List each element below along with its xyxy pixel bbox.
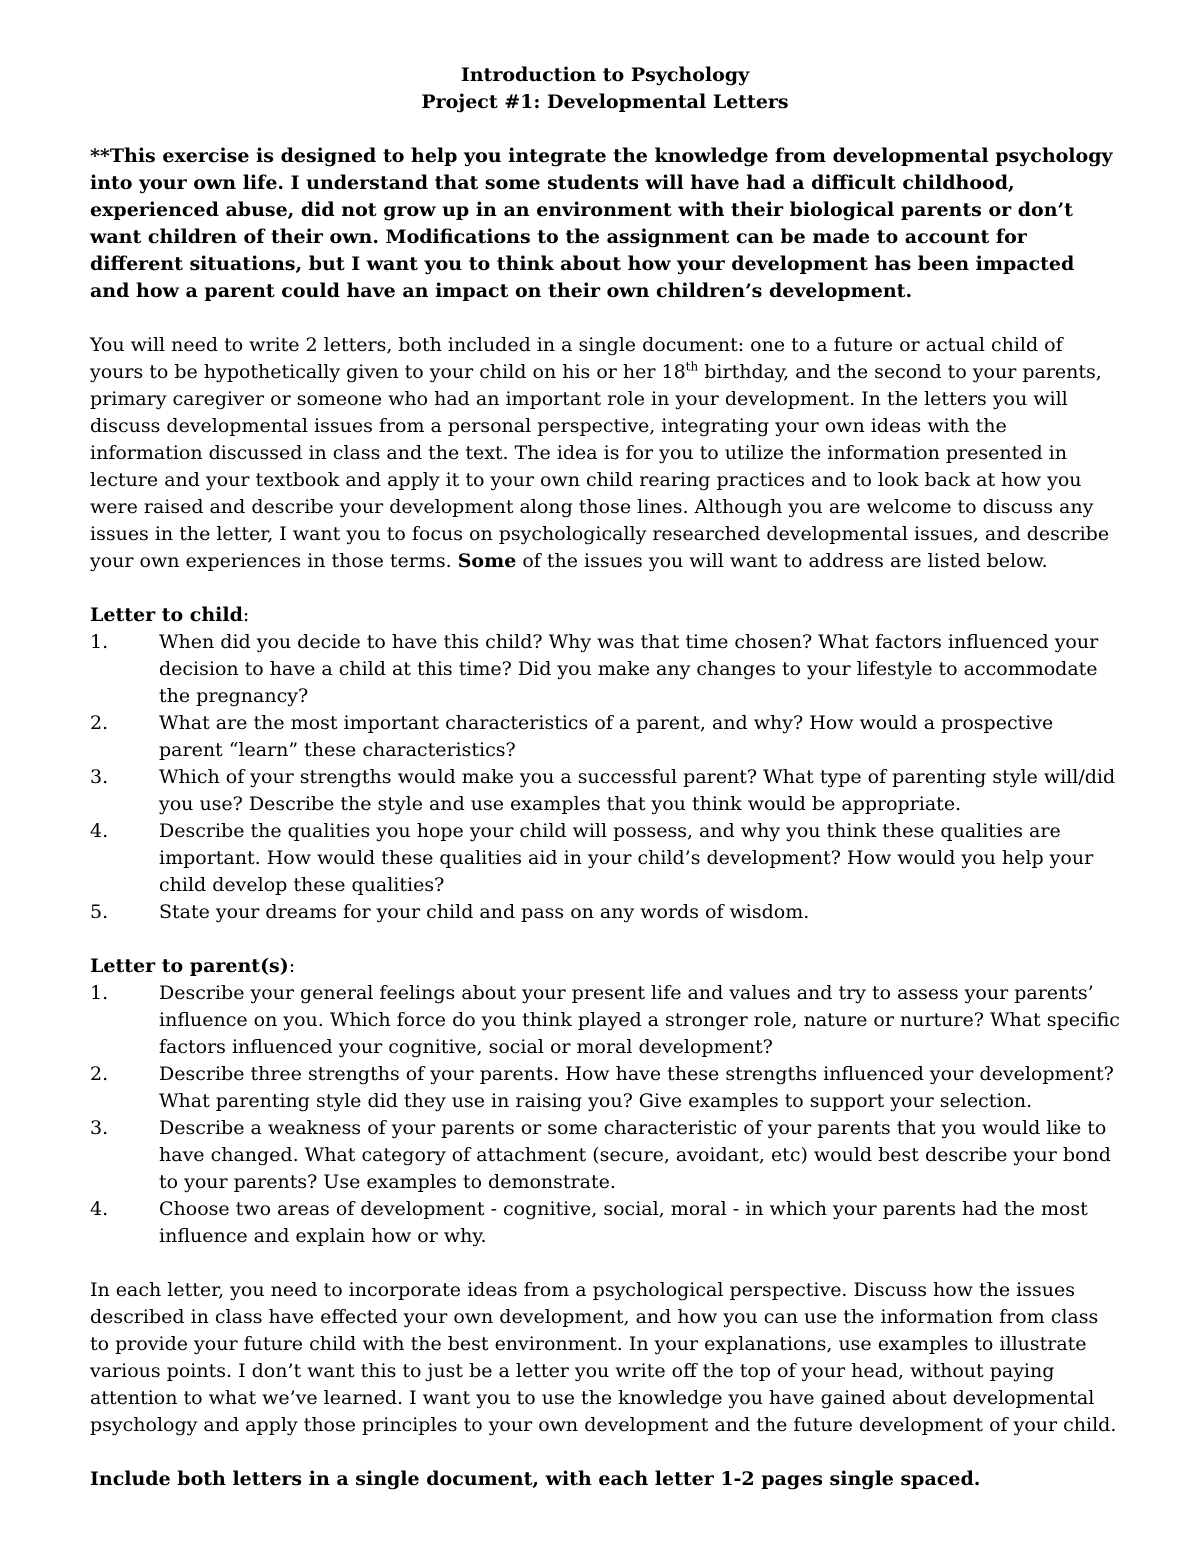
list-item-number: 4. bbox=[90, 820, 109, 842]
closing-instruction: Include both letters in a single document, with each letter 1-2 pages single spaced. bbox=[90, 1468, 981, 1490]
list-item-number: 2. bbox=[90, 712, 109, 734]
letter-parents-heading-text: Letter to parent(s) bbox=[90, 955, 289, 977]
list-item bbox=[90, 629, 1120, 710]
list-item-text: When did you decide to have this child? Why was that time chosen? What factors influenced your decision to have a child at this time? Did you make any changes to your lifestyle to accommodate the pregnancy? bbox=[159, 631, 1099, 707]
conclusion-paragraph: In each letter, you need to incorporate ideas from a psychological perspective. Discuss how the issues described in class have effected your own development, and how you can use the information from class to provide your future child with the best environment. In your explanations, use examples to illustrate various points. I don’t want this to just be a letter you write off the top of your head, without paying attention to what we’ve learned. I want you to use the knowledge you have gained about developmental psychology and apply those principles to your own development and the future development of your child. bbox=[90, 1279, 1117, 1436]
list-item-text: Describe your general feelings about your present life and values and try to assess your parents’ influence on you. Which force do you think played a stronger role, nature or nurture? What specific factors influenced your cognitive, social or moral development? bbox=[159, 982, 1120, 1058]
letter-child-heading-text: Letter to child bbox=[90, 604, 243, 626]
letter-child-heading-colon: : bbox=[242, 604, 250, 626]
list-item-number: 5. bbox=[90, 901, 109, 923]
list-item bbox=[90, 1115, 1120, 1196]
overview-part1: You will need to write 2 letters, both included in a single document: one to a future or actual child of yours to be hypothetically given to your child on his or her 18 bbox=[90, 334, 1063, 383]
letter-parents-list bbox=[90, 980, 1120, 1250]
list-item-number: 1. bbox=[90, 631, 109, 653]
list-item bbox=[90, 818, 1120, 899]
list-item-text: Describe three strengths of your parents. How have these strengths influenced your development? What parenting style did they use in raising you? Give examples to support your selection. bbox=[159, 1063, 1114, 1112]
list-item bbox=[90, 1061, 1120, 1115]
list-item-text: State your dreams for your child and pass on any words of wisdom. bbox=[159, 901, 810, 923]
letter-parents-heading-colon: : bbox=[288, 955, 296, 977]
overview-part3: of the issues you will want to address are listed below. bbox=[516, 550, 1048, 572]
ordinal-suffix: th bbox=[685, 359, 699, 374]
list-item-number: 3. bbox=[90, 766, 109, 788]
course-title: Introduction to Psychology bbox=[460, 64, 750, 86]
list-item bbox=[90, 1196, 1120, 1250]
overview-bold-word: Some bbox=[457, 550, 517, 572]
list-item bbox=[90, 764, 1120, 818]
list-item-text: What are the most important characteristics of a parent, and why? How would a prospective parent “learn” these characteristics? bbox=[159, 712, 1054, 761]
list-item-number: 1. bbox=[90, 982, 109, 1004]
list-item-text: Which of your strengths would make you a successful parent? What type of parenting style will/did you use? Describe the style and use examples that you think would be appropriate. bbox=[159, 766, 1116, 815]
letter-parents-heading bbox=[90, 953, 1120, 980]
overview-part2: birthday, and the second to your parents, primary caregiver or someone who had an important role in your development. In the letters you will discuss developmental issues from a personal perspective, integrating your own ideas with the information discussed in class and the text. The idea is for you to utilize the information presented in lecture and your textbook and apply it to your own child rearing practices and to look back at how you were raised and describe your development along those lines. Although you are welcome to discuss any issues in the letter, I want you to focus on psychologically researched developmental issues, and describe your own experiences in those terms. bbox=[90, 361, 1110, 572]
list-item-text: Choose two areas of development - cognitive, social, moral - in which your parents had the most influence and explain how or why. bbox=[159, 1198, 1088, 1247]
list-item-number: 2. bbox=[90, 1063, 109, 1085]
list-item bbox=[90, 899, 1120, 926]
intro-note: **This exercise is designed to help you integrate the knowledge from developmental psychology into your own life. I understand that some students will have had a difficult childhood, experienced abuse, did not grow up in an environment with their biological parents or don’t want children of their own. Modifications to the assignment can be made to account for different situations, but I want you to think about how your development has been impacted and how a parent could have an impact on their own children’s development. bbox=[90, 145, 1113, 302]
letter-child-heading bbox=[90, 602, 1120, 629]
overview-paragraph bbox=[90, 332, 1120, 575]
list-item bbox=[90, 980, 1120, 1061]
list-item-number: 4. bbox=[90, 1198, 109, 1220]
list-item-text: Describe a weakness of your parents or some characteristic of your parents that you would like to have changed. What category of attachment (secure, avoidant, etc) would best describe your bond to your parents? Use examples to demonstrate. bbox=[159, 1117, 1111, 1193]
list-item-number: 3. bbox=[90, 1117, 109, 1139]
list-item bbox=[90, 710, 1120, 764]
list-item-text: Describe the qualities you hope your child will possess, and why you think these qualities are important. How would these qualities aid in your child’s development? How would you help your child develop these qualities? bbox=[159, 820, 1094, 896]
letter-child-list bbox=[90, 629, 1120, 926]
project-title: Project #1: Developmental Letters bbox=[421, 91, 789, 113]
